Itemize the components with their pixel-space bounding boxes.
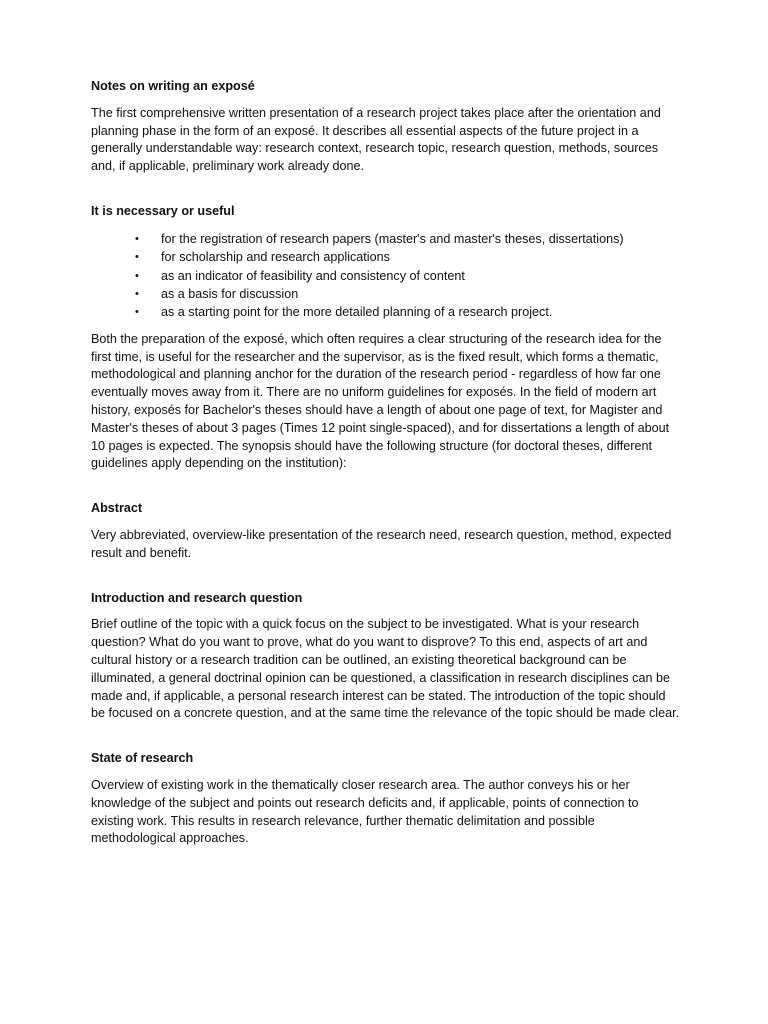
- introduction-heading: Introduction and research question: [91, 590, 303, 605]
- document-page: [91, 78, 681, 848]
- bullet-icon: •: [135, 306, 139, 319]
- bullet-icon: •: [135, 269, 139, 282]
- document-title: Notes on writing an exposé: [91, 79, 255, 93]
- preparation-paragraph: Both the preparation of the exposé, which often requires a clear structuring of the research idea for the first time, is useful for the researcher and the supervisor, as is the fixed result, which forms a thematic, methodological and planning anchor for the duration of the research period - regardless of how far one eventually moves away from it. There are no uniform guidelines for exposés. In the field of modern art history, exposés for Bachelor's theses should have a length of about one page of text, for Magister and Master's theses of about 3 pages (Times 12 point single-spaced), and for dissertations a length of about 10 pages is expected. The synopsis should have the following structure (for doctoral theses, different guidelines apply depending on the institution):: [91, 331, 670, 471]
- list-item: • for scholarship and research applications: [91, 248, 681, 266]
- bullet-icon: •: [135, 251, 139, 264]
- usefulness-list: [91, 230, 681, 322]
- list-item: • for the registration of research papers (master's and master's theses, dissertations): [91, 230, 681, 248]
- state-of-research-paragraph: Overview of existing work in the thematically closer research area. The author conveys his or her knowledge of the subject and points out research deficits and, if applicable, points of connection to existing work. This results in research relevance, further thematic delimitation and possible methodological approaches.: [91, 777, 639, 846]
- list-item: • as a basis for discussion: [91, 285, 681, 303]
- useful-heading: It is necessary or useful: [91, 203, 235, 218]
- list-item: • as an indicator of feasibility and consistency of content: [91, 267, 681, 285]
- introduction-paragraph: Brief outline of the topic with a quick focus on the subject to be investigated. What is your research question? What do you want to prove, what do you want to disprove? To this end, aspects of art and cultural history or a research tradition can be outlined, an existing theoretical background can be illuminated, a general doctrinal opinion can be questioned, a classification in research disciplines can be made and, if applicable, a personal research interest can be stated. The introduction of the topic should be focused on a concrete question, and at the same time the relevance of the topic should be made clear.: [91, 617, 680, 721]
- abstract-paragraph: Very abbreviated, overview-like presentation of the research need, research question, method, expected result and benefit.: [91, 527, 672, 560]
- bullet-icon: •: [135, 232, 139, 245]
- intro-paragraph: The first comprehensive written presentation of a research project takes place after the orientation and planning phase in the form of an exposé. It describes all essential aspects of the future project in a generally understandable way: research context, research topic, research question, methods, sources and, if applicable, preliminary work already done.: [91, 105, 661, 174]
- bullet-icon: •: [135, 288, 139, 300]
- list-item: • as a starting point for the more detailed planning of a research project.: [91, 303, 681, 321]
- abstract-heading: Abstract: [91, 501, 143, 516]
- state-of-research-heading: State of research: [91, 751, 194, 766]
